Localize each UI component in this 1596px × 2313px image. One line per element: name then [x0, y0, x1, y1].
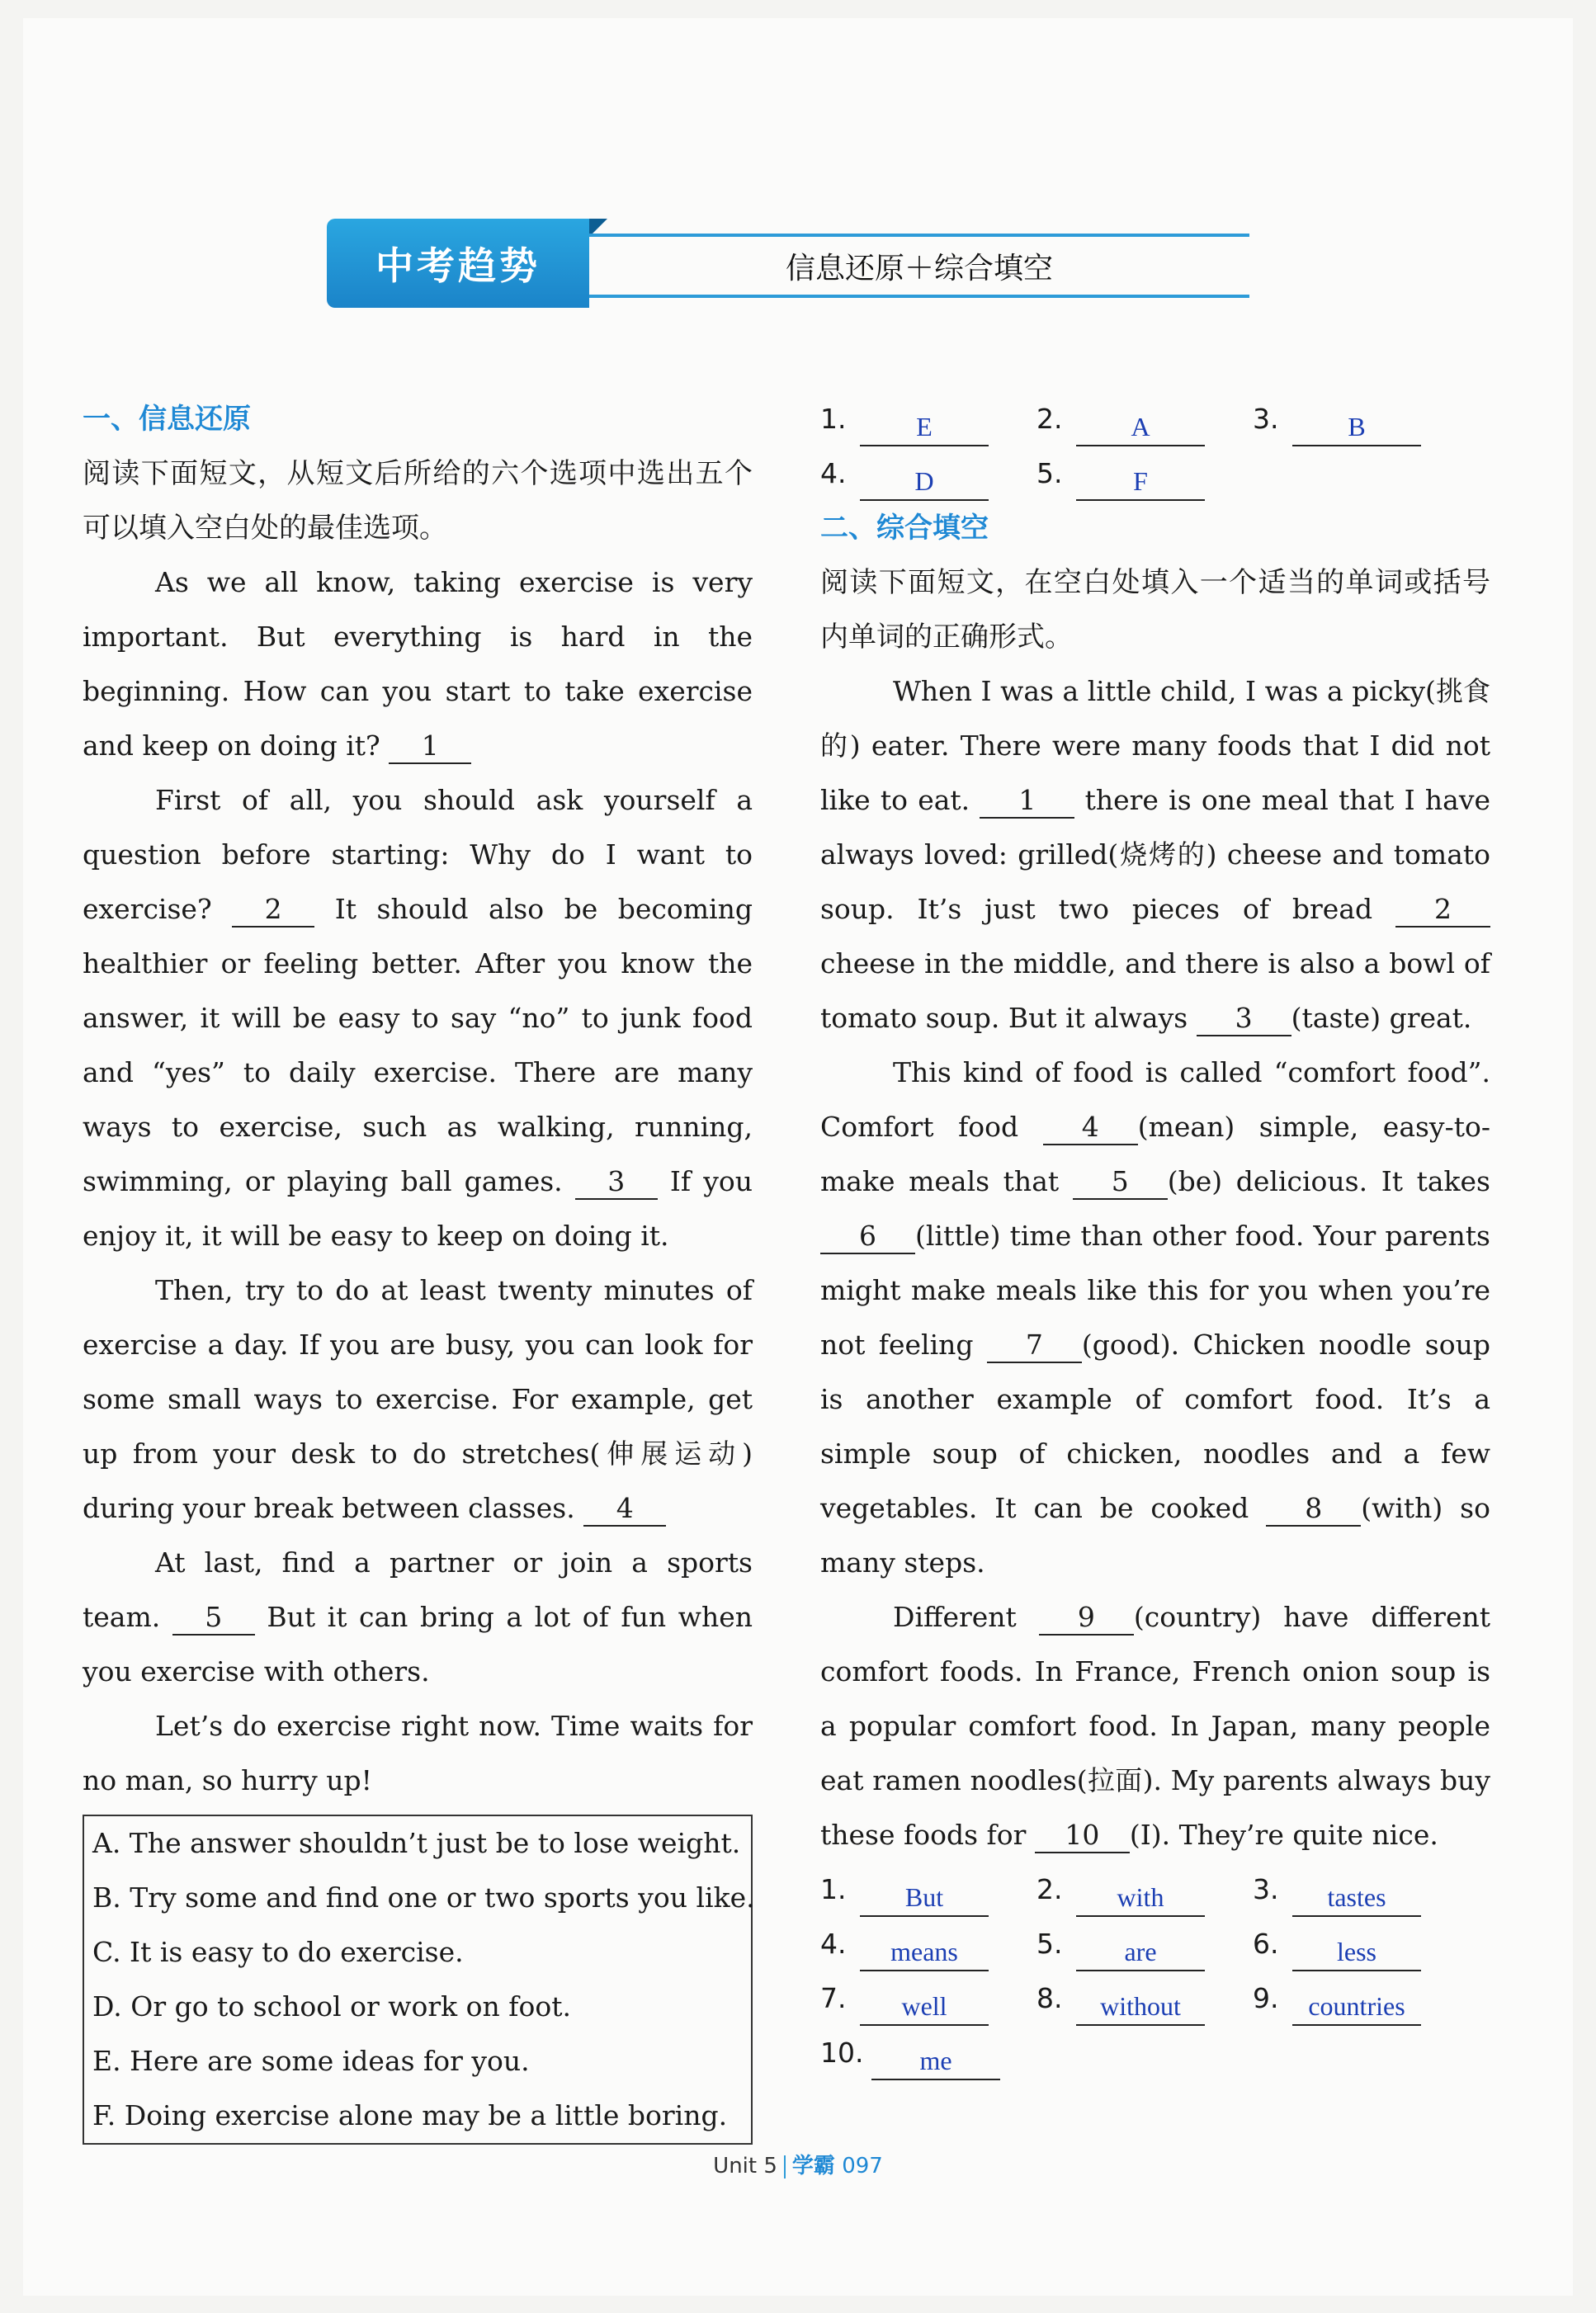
- banner-subtitle: 信息还原＋综合填空: [785, 251, 1053, 286]
- blank-8: 8: [1266, 1492, 1361, 1527]
- passage1-paragraph-1: [83, 555, 753, 773]
- passage-text: there is one meal that I have always loved: grilled(烧烤的) cheese and tomato soup. It’s just two pieces of bread: [820, 784, 1490, 925]
- right-column: [820, 392, 1490, 2080]
- answer-value: countries: [1292, 1988, 1421, 2026]
- answer-row: [820, 1862, 1490, 1917]
- answer-item: [820, 392, 1036, 446]
- passage-text: But it can bring a lot of fun when you exercise with others.: [83, 1601, 753, 1688]
- blank-7: 7: [987, 1329, 1082, 1363]
- passage-text: Different: [893, 1601, 1017, 1633]
- answer-row: [820, 2026, 1490, 2080]
- footer-unit: Unit 5: [713, 2154, 777, 2178]
- passage-text: It should also be becoming healthier or feeling better. After you know the answer, it will be easy to say “no” to junk food and “yes” to daily exercise. There are many ways to exercise, such as walking, running, swimming, or playing ball games.: [83, 893, 753, 1197]
- answer-value: are: [1076, 1933, 1205, 1971]
- passage1-paragraph-3: [83, 1263, 753, 1536]
- answer-item: [1253, 1917, 1469, 1971]
- blank-2: 2: [1395, 893, 1490, 928]
- answer-value: tastes: [1292, 1879, 1421, 1917]
- left-column: [83, 392, 753, 2145]
- option-e: E. Here are some ideas for you.: [92, 2045, 530, 2077]
- passage1-paragraph-2: [83, 773, 753, 1263]
- blank-3: 3: [1197, 1002, 1291, 1036]
- blank-10: 10: [1035, 1819, 1130, 1853]
- answer-value: well: [860, 1988, 989, 2026]
- answer-value: me: [871, 2042, 1000, 2080]
- answers-section2: [820, 1862, 1490, 2080]
- blank-6: 6: [820, 1220, 915, 1254]
- answer-number: 2.: [1036, 1873, 1063, 1905]
- blank-1: 1: [980, 784, 1074, 819]
- answer-number: 2.: [1036, 403, 1063, 435]
- banner-title: 中考趋势: [327, 219, 589, 308]
- answer-item: [1253, 1971, 1469, 2026]
- passage2-paragraph-3: [820, 1590, 1490, 1862]
- answer-item: [820, 446, 1036, 501]
- passage-text: If you enjoy it, it will be easy to keep on doing it.: [83, 1165, 753, 1252]
- passage-text: As we all know, taking exercise is very important. But everything is hard in the beginning. How can you start to take exercise and keep on doing it?: [83, 566, 753, 762]
- footer-brand: 学霸: [791, 2154, 835, 2178]
- answer-number: 8.: [1036, 1982, 1063, 2014]
- passage-text: This kind of food is called “comfort food”. Comfort food: [820, 1056, 1490, 1143]
- answer-number: 1.: [820, 1873, 847, 1905]
- answer-value: A: [1076, 408, 1205, 446]
- answer-number: 3.: [1253, 1873, 1279, 1905]
- answer-number: 1.: [820, 403, 847, 435]
- passage-text: (be) delicious. It takes: [1167, 1165, 1490, 1197]
- passage-text: (good). Chicken noodle soup is another example of comfort food. It’s a simple soup of chicken, noodles and a few vegetables. It can be cooked: [820, 1329, 1490, 1524]
- passage-text: (with) so many steps.: [820, 1492, 1490, 1579]
- answer-item: [820, 2026, 1036, 2080]
- answer-number: 5.: [1036, 457, 1063, 489]
- passage-text: (taste) great.: [1291, 1002, 1472, 1034]
- passage-text: At last, find a partner or join a sports team.: [83, 1546, 753, 1633]
- passage1-paragraph-5: Let’s do exercise right now. Time waits for no man, so hurry up!: [83, 1710, 753, 1796]
- answer-item: [1253, 392, 1469, 446]
- blank-5: 5: [172, 1601, 255, 1636]
- answer-item: [1036, 1917, 1253, 1971]
- answer-number: 6.: [1253, 1928, 1279, 1960]
- passage-text: (mean) simple, easy-to-make meals that: [820, 1111, 1491, 1197]
- blank-3: 3: [575, 1165, 658, 1200]
- footer-divider: [784, 2155, 786, 2178]
- answer-item: [1036, 1971, 1253, 2026]
- page-footer: [0, 2149, 1596, 2179]
- answer-value: means: [860, 1933, 989, 1971]
- answer-item: [1036, 392, 1253, 446]
- answer-number: 3.: [1253, 403, 1279, 435]
- passage-text: When I was a little child, I was a picky(挑食的) eater. There were many foods that I did not like to eat.: [820, 675, 1490, 816]
- answer-number: 4.: [820, 1928, 847, 1960]
- option-b: B. Try some and find one or two sports you like.: [92, 1881, 755, 1914]
- answer-item: [820, 1971, 1036, 2026]
- answer-row: [820, 446, 1490, 501]
- option-f: F. Doing exercise alone may be a little boring.: [92, 2099, 728, 2131]
- blank-2: 2: [232, 893, 314, 928]
- section1-instructions: 阅读下面短文，从短文后所给的六个选项中选出五个可以填入空白处的最佳选项。: [83, 457, 753, 545]
- answer-row: [820, 392, 1490, 446]
- page-number: 097: [842, 2154, 883, 2178]
- answer-number: 5.: [1036, 1928, 1063, 1960]
- answer-item: [1253, 1862, 1469, 1917]
- passage-text: (I). They’re quite nice.: [1129, 1819, 1438, 1851]
- option-a: A. The answer shouldn’t just be to lose weight.: [92, 1827, 741, 1859]
- blank-5: 5: [1073, 1165, 1168, 1200]
- answer-value: without: [1076, 1988, 1205, 2026]
- section2-instructions: 阅读下面短文，在空白处填入一个适当的单词或括号内单词的正确形式。: [820, 566, 1490, 654]
- options-box: [83, 1815, 753, 2145]
- section-banner: [327, 219, 1251, 309]
- answer-item: [1036, 1862, 1253, 1917]
- passage-text: Then, try to do at least twenty minutes of exercise a day. If you are busy, you can look for some small ways to exercise. For example, get up from your desk to do stretches(伸展运动) during your break between classes.: [83, 1274, 753, 1524]
- answer-number: 4.: [820, 457, 847, 489]
- passage2-paragraph-1: [820, 664, 1490, 1046]
- section2-heading: 二、综合填空: [820, 512, 989, 545]
- answer-item: [820, 1917, 1036, 1971]
- option-d: D. Or go to school or work on foot.: [92, 1990, 571, 2023]
- answer-value: F: [1076, 463, 1205, 501]
- answer-value: E: [860, 408, 989, 446]
- section1-heading: 一、信息还原: [83, 403, 251, 436]
- answer-value: But: [860, 1879, 989, 1917]
- blank-1: 1: [389, 729, 471, 764]
- passage2-paragraph-2: [820, 1046, 1490, 1590]
- answer-value: D: [860, 463, 989, 501]
- answer-row: [820, 1971, 1490, 2026]
- blank-9: 9: [1039, 1601, 1134, 1636]
- blank-4: 4: [1043, 1111, 1138, 1145]
- answers-section1: [820, 392, 1490, 501]
- answer-number: 9.: [1253, 1982, 1279, 2014]
- passage1-paragraph-4: [83, 1536, 753, 1699]
- answer-value: B: [1292, 408, 1421, 446]
- passage-text: (little) time than other food. Your parents might make meals like this for you when you’re not feeling: [820, 1220, 1490, 1361]
- passage-text: (country) have different comfort foods. In France, French onion soup is a popular comfort food. In Japan, many people eat ramen noodles(拉面). My parents always buy these foods for: [820, 1601, 1490, 1851]
- answer-value: with: [1076, 1879, 1205, 1917]
- answer-number: 7.: [820, 1982, 847, 2014]
- answer-item: [1036, 446, 1253, 501]
- passage-text: First of all, you should ask yourself a question before starting: Why do I want to exercise?: [83, 784, 753, 925]
- answer-value: less: [1292, 1933, 1421, 1971]
- blank-4: 4: [583, 1492, 666, 1527]
- passage-text: cheese in the middle, and there is also a bowl of tomato soup. But it always: [820, 947, 1490, 1034]
- answer-row: [820, 1917, 1490, 1971]
- banner-rule-bottom: [589, 295, 1249, 298]
- answer-item: [820, 1862, 1036, 1917]
- answer-number: 10.: [820, 2037, 864, 2069]
- option-c: C. It is easy to do exercise.: [92, 1936, 464, 1968]
